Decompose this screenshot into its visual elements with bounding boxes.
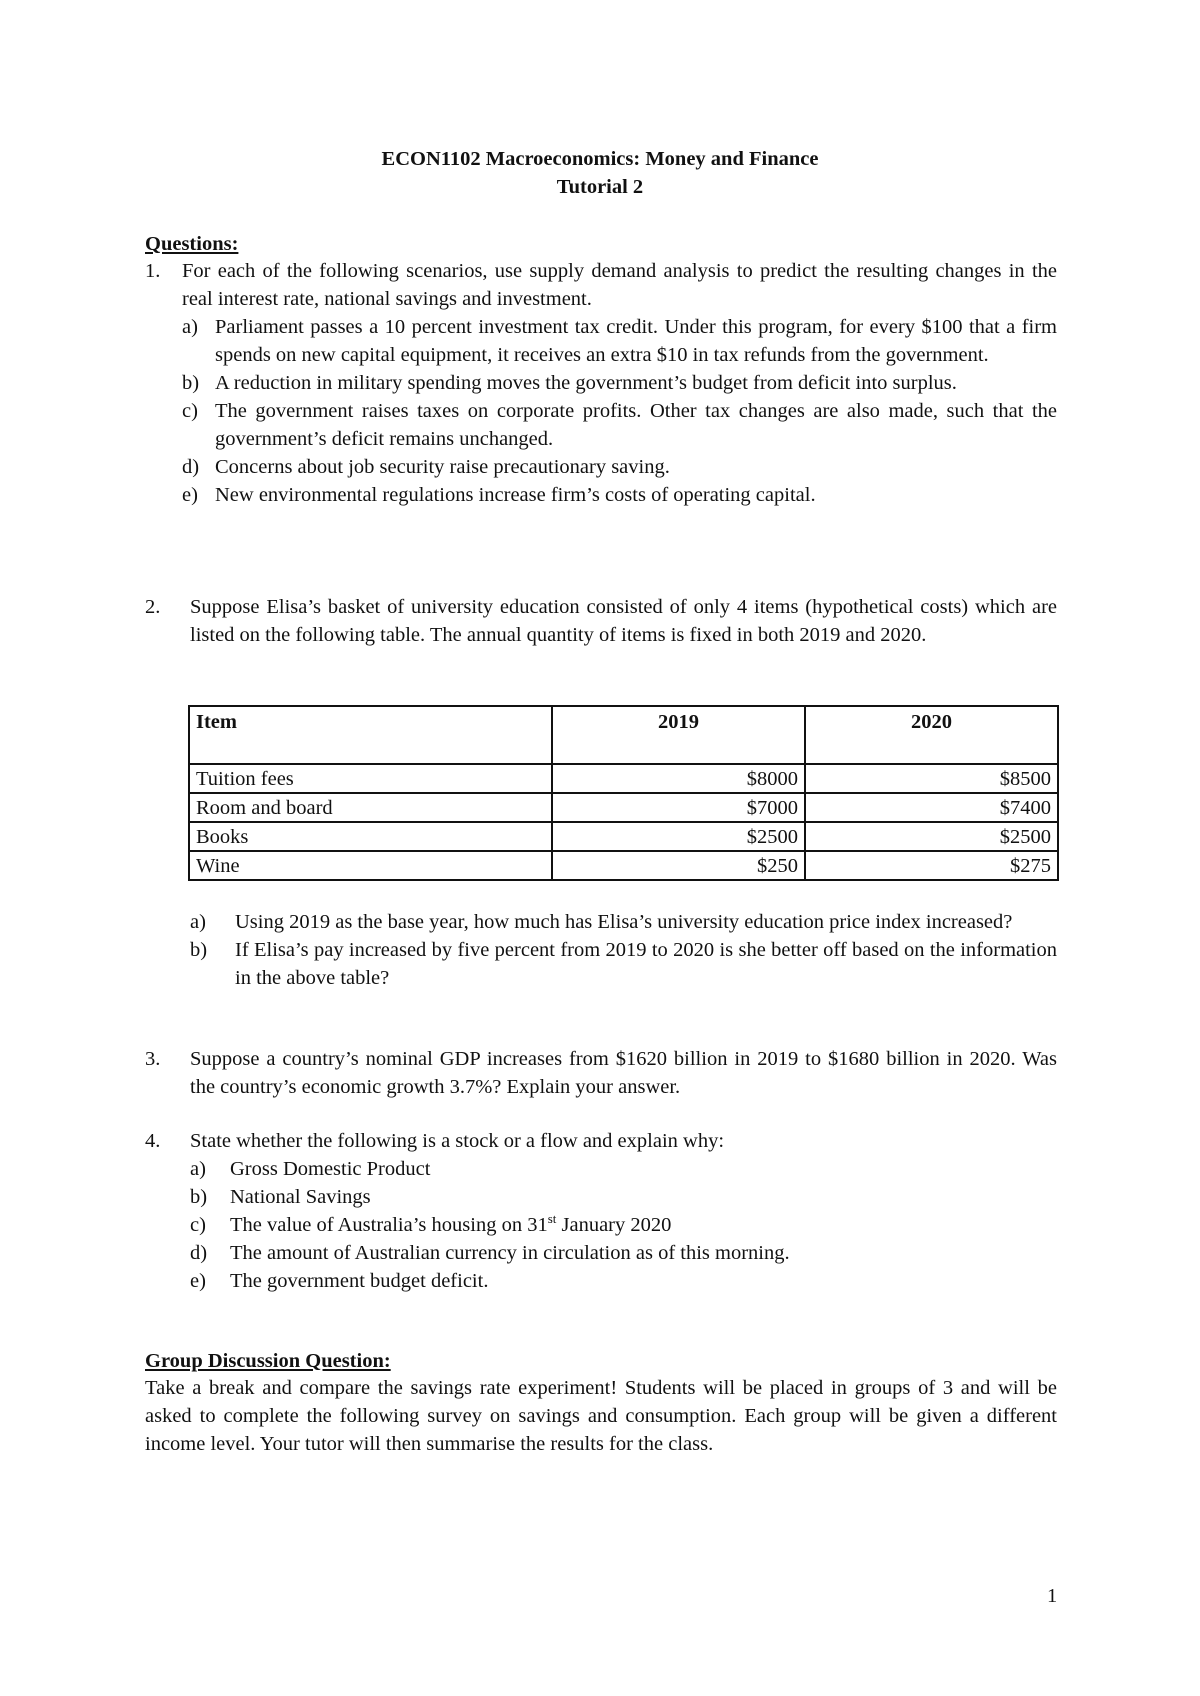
question-4c bbox=[145, 1211, 1057, 1239]
questions-heading: Questions: bbox=[145, 233, 239, 255]
table-header-2019: 2019 bbox=[552, 706, 805, 764]
table-cell-item: Wine bbox=[189, 851, 552, 880]
question-4 bbox=[145, 1127, 1057, 1295]
question-3 bbox=[145, 1045, 1057, 1101]
question-4d bbox=[145, 1239, 1057, 1267]
table-cell-2019: $2500 bbox=[552, 822, 805, 851]
question-2-subitems bbox=[145, 908, 1057, 992]
question-1e bbox=[182, 481, 1057, 509]
question-1a-text: Parliament passes a 10 percent investment tax credit. Under this program, for every $100 that a firm spends on new capital equipment, it receives an extra $10 in tax refunds from the government. bbox=[215, 316, 1057, 366]
question-1a bbox=[182, 313, 1057, 369]
table-cell-2019: $7000 bbox=[552, 793, 805, 822]
group-discussion-heading: Group Discussion Question: bbox=[145, 1350, 391, 1372]
table-cell-item: Books bbox=[189, 822, 552, 851]
question-1-number: 1. bbox=[145, 260, 161, 282]
question-4e bbox=[145, 1267, 1057, 1295]
table-cell-2019: $8000 bbox=[552, 764, 805, 793]
question-4e-text: The government budget deficit. bbox=[230, 1270, 489, 1292]
table-header-row bbox=[189, 706, 1058, 764]
question-3-number: 3. bbox=[145, 1048, 161, 1070]
question-1b-letter: b) bbox=[182, 372, 200, 394]
question-1a-letter: a) bbox=[182, 316, 198, 338]
question-4c-text-after: January 2020 bbox=[556, 1214, 672, 1236]
question-4-number: 4. bbox=[145, 1130, 161, 1152]
table-cell-2019: $250 bbox=[552, 851, 805, 880]
question-4c-letter: c) bbox=[190, 1214, 206, 1236]
question-1 bbox=[145, 257, 1057, 509]
question-2b-text: If Elisa’s pay increased by five percent from 2019 to 2020 is she better off based on the information in the above table? bbox=[235, 939, 1057, 989]
question-3-text: Suppose a country’s nominal GDP increases from $1620 billion in 2019 to $1680 billion in 2020. Was the country’s economic growth 3.7%? Explain your answer. bbox=[190, 1048, 1057, 1098]
question-2b-letter: b) bbox=[190, 939, 208, 961]
document-title: ECON1102 Macroeconomics: Money and Finance bbox=[381, 148, 819, 170]
question-4b-letter: b) bbox=[190, 1186, 208, 1208]
question-4c-text: The value of Australia’s housing on 31 bbox=[230, 1214, 548, 1236]
question-1c-text: The government raises taxes on corporate profits. Other tax changes are also made, such that the government’s deficit remains unchanged. bbox=[215, 400, 1057, 450]
page-number: 1 bbox=[1047, 1585, 1058, 1607]
question-4c-superscript: st bbox=[547, 1211, 557, 1227]
question-1e-text: New environmental regulations increase firm’s costs of operating capital. bbox=[215, 484, 816, 506]
question-4a bbox=[145, 1155, 1057, 1183]
table-row bbox=[189, 851, 1058, 880]
question-1d-text: Concerns about job security raise precautionary saving. bbox=[215, 456, 670, 478]
question-1b bbox=[182, 369, 1057, 397]
table-cell-item: Tuition fees bbox=[189, 764, 552, 793]
question-2 bbox=[145, 593, 1057, 649]
question-2-text: Suppose Elisa’s basket of university education consisted of only 4 items (hypothetical costs) which are listed on the following table. The annual quantity of items is fixed in both 2019 and 2020. bbox=[190, 596, 1057, 646]
question-4-text: State whether the following is a stock or a flow and explain why: bbox=[190, 1130, 725, 1152]
question-1c bbox=[182, 397, 1057, 453]
question-2a-text: Using 2019 as the base year, how much has Elisa’s university education price index increased? bbox=[235, 911, 1013, 933]
question-4a-letter: a) bbox=[190, 1158, 206, 1180]
table-cell-2020: $2500 bbox=[805, 822, 1058, 851]
question-1d-letter: d) bbox=[182, 456, 200, 478]
question-2-number: 2. bbox=[145, 596, 161, 618]
question-1d bbox=[182, 453, 1057, 481]
table-cell-2020: $275 bbox=[805, 851, 1058, 880]
document-subtitle: Tutorial 2 bbox=[556, 176, 644, 198]
table-row bbox=[189, 793, 1058, 822]
costs-table bbox=[188, 705, 1059, 881]
question-4d-text: The amount of Australian currency in circulation as of this morning. bbox=[230, 1242, 790, 1264]
question-4b bbox=[145, 1183, 1057, 1211]
question-1c-letter: c) bbox=[182, 400, 198, 422]
table-row bbox=[189, 822, 1058, 851]
question-4a-text: Gross Domestic Product bbox=[230, 1158, 431, 1180]
question-2a-letter: a) bbox=[190, 911, 206, 933]
question-1e-letter: e) bbox=[182, 484, 198, 506]
table-cell-item: Room and board bbox=[189, 793, 552, 822]
question-1b-text: A reduction in military spending moves the government’s budget from deficit into surplus. bbox=[215, 372, 957, 394]
question-4d-letter: d) bbox=[190, 1242, 208, 1264]
table-cell-2020: $8500 bbox=[805, 764, 1058, 793]
table-header-item: Item bbox=[189, 706, 552, 764]
question-2b bbox=[190, 936, 1057, 992]
table-cell-2020: $7400 bbox=[805, 793, 1058, 822]
group-discussion-text: Take a break and compare the savings rate experiment! Students will be placed in groups of 3 and will be asked to complete the following survey on savings and consumption. Each group will be given a different income level. Your tutor will then summarise the results for the class. bbox=[145, 1377, 1057, 1455]
question-4b-text: National Savings bbox=[230, 1186, 371, 1208]
question-4e-letter: e) bbox=[190, 1270, 206, 1292]
table-row bbox=[189, 764, 1058, 793]
question-2a bbox=[190, 908, 1057, 936]
table-header-2020: 2020 bbox=[805, 706, 1058, 764]
question-1-text: For each of the following scenarios, use supply demand analysis to predict the resulting changes in the real interest rate, national savings and investment. bbox=[182, 260, 1057, 310]
title-block bbox=[0, 145, 1200, 201]
